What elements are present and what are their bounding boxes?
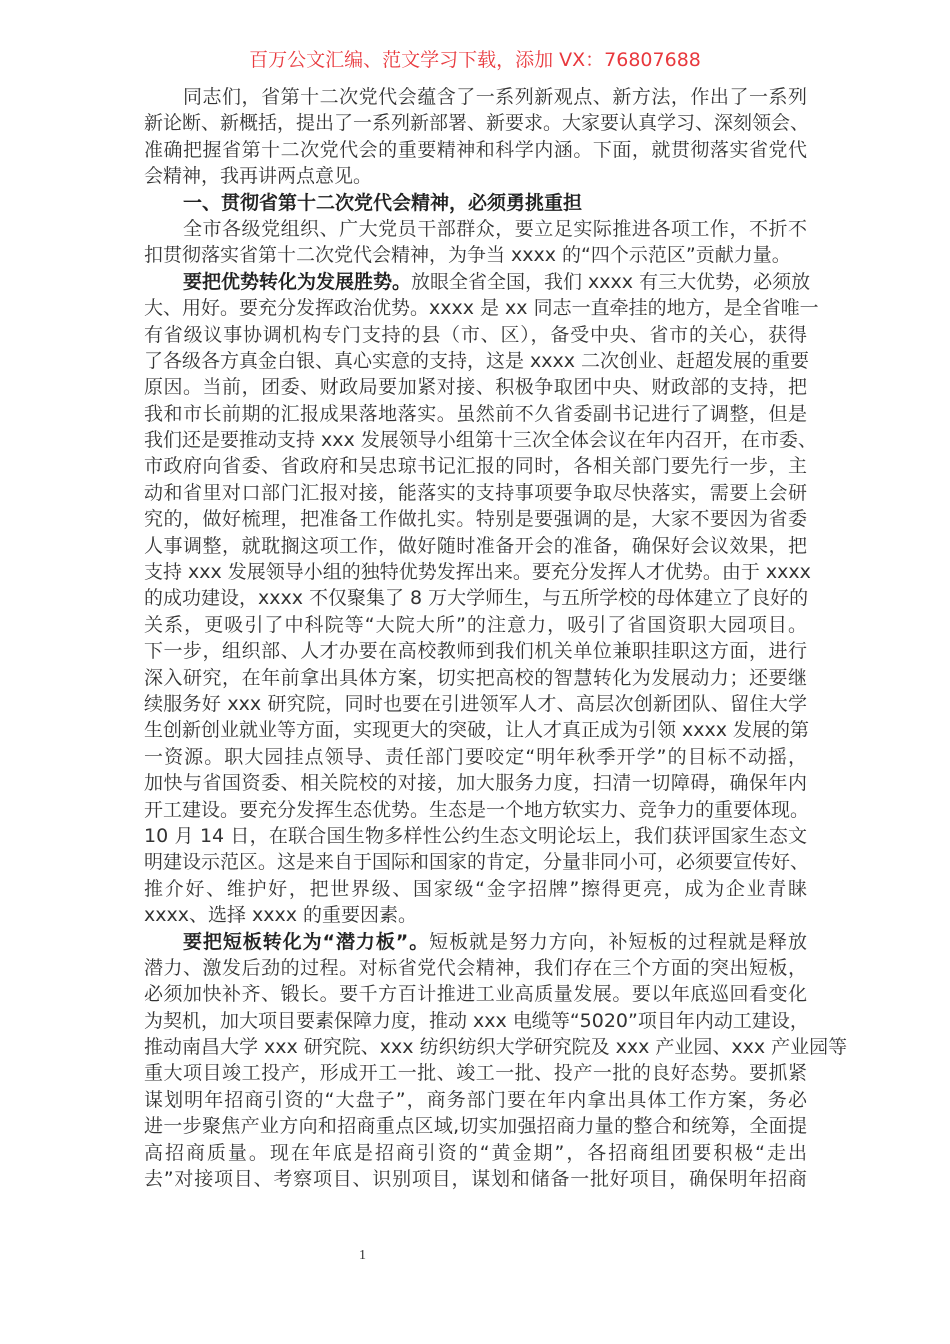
line-text: 关系，更吸引了中科院等“大院大所”的注意力，吸引了省国资职大园项目。 <box>144 613 807 636</box>
line-text: 进一步聚焦产业方向和招商重点区域,切实加强招商力量的整合和统筹，全面提 <box>144 1115 807 1138</box>
line-text: 放眼全省全国，我们 xxxx 有三大优势，必须放 <box>411 270 811 293</box>
line-text: 究的，做好梳理，把准备工作做扎实。特别是要强调的是，大家不要因为省委 <box>144 508 807 531</box>
line-text: 必须加快补齐、锻长。要千方百计推进工业高质量发展。要以年底巡回看变化 <box>144 983 807 1006</box>
bold-lead-sentence: 要把短板转化为“潜力板”。 <box>183 930 430 953</box>
line-text: 的成功建设，xxxx 不仅聚集了 8 万大学师生，与五所学校的母体建立了良好的 <box>144 587 809 610</box>
document-body <box>144 84 848 1192</box>
line-text: 生创新创业就业等方面，实现更大的突破，让人才真正成为引领 xxxx 发展的第 <box>144 719 810 742</box>
line-text: 动和省里对口部门汇报对接，能落实的支持事项要争取尽快落实，需要上会研 <box>144 481 807 504</box>
text-line <box>144 929 807 955</box>
text-line <box>144 1166 807 1192</box>
text-line <box>144 1008 807 1034</box>
line-text: 了各级各方真金白银、真心实意的支持，这是 xxxx 二次创业、赶超发展的重要 <box>144 349 810 372</box>
line-text: 我和市长前期的汇报成果落地落实。虽然前不久省委副书记进行了调整，但是 <box>144 402 807 425</box>
text-line <box>144 717 810 743</box>
bold-lead-sentence: 要把优势转化为发展胜势。 <box>183 270 412 293</box>
line-text: 一、贯彻省第十二次党代会精神，必须勇挑重担 <box>183 191 583 214</box>
text-line <box>144 427 817 453</box>
line-text: 短板就是努力方向，补短板的过程就是释放 <box>429 930 807 953</box>
text-line <box>144 797 810 823</box>
text-line <box>144 612 807 638</box>
text-line <box>144 322 807 348</box>
line-text: 加快与省国资委、相关院校的对接，加大服务力度，扫清一切障碍，确保年内 <box>144 772 807 795</box>
line-text: xxxx、选择 xxxx 的重要因素。 <box>144 904 418 927</box>
line-text: 开工建设。要充分发挥生态优势。生态是一个地方软实力、竞争力的重要体现。 <box>144 798 810 821</box>
line-text: 市政府向省委、省政府和吴忠琼书记汇报的同时，各相关部门要先行一步，主 <box>144 455 807 478</box>
text-line <box>144 295 819 321</box>
line-text: 明建设示范区。这是来自于国际和国家的肯定，分量非同小可，必须要宣传好、 <box>144 851 810 874</box>
paragraph <box>144 216 807 269</box>
text-line <box>144 163 807 189</box>
text-line <box>144 638 807 664</box>
text-line <box>144 1034 848 1060</box>
text-line <box>144 110 810 136</box>
text-line <box>144 506 807 532</box>
line-text: 人事调整，就耽搁这项工作，做好随时准备开会的准备，确保好会议效果，把 <box>144 534 807 557</box>
text-line <box>144 480 807 506</box>
line-text: 我们还是要推动支持 xxx 发展领导小组第十三次全体会议在年内召开，在市委、 <box>144 429 817 452</box>
text-line <box>144 1113 807 1139</box>
line-text: 会精神，我再讲两点意见。 <box>144 165 373 188</box>
line-text: 支持 xxx 发展领导小组的独特优势发挥出来。要充分发挥人才优势。由于 xxxx <box>144 561 811 584</box>
page-number: 1 <box>359 1248 366 1263</box>
text-line <box>144 348 810 374</box>
text-line <box>144 374 807 400</box>
line-text: 准确把握省第十二次党代会的重要精神和科学内涵。下面，就贯彻落实省党代 <box>144 138 807 161</box>
line-text: 大、用好。要充分发挥政治优势。xxxx 是 xx 同志一直牵挂的地方，是全省唯一 <box>144 297 819 320</box>
line-text: 新论断、新概括，提出了一系列新部署、新要求。大家要认真学习、深刻领会、 <box>144 112 810 135</box>
line-text: 原因。当前，团委、财政局要加紧对接、积极争取团中央、财政部的支持，把 <box>144 376 807 399</box>
text-line <box>144 453 807 479</box>
line-text: 扣贯彻落实省第十二次党代会精神，为争当 xxxx 的“四个示范区”贡献力量。 <box>144 244 791 267</box>
line-text: 10 月 14 日，在联合国生物多样性公约生态文明论坛上，我们获评国家生态文 <box>144 824 807 847</box>
text-line <box>144 242 807 268</box>
text-line <box>144 823 807 849</box>
line-text: 推动南昌大学 xxx 研究院、xxx 纺织纺织大学研究院及 xxx 产业园、xxx 产业园等 <box>144 1036 848 1059</box>
paragraph <box>144 269 819 929</box>
line-text: 一资源。职大园挂点领导、责任部门要咬定“明年秋季开学”的目标不动摇， <box>144 745 807 768</box>
section-heading <box>144 190 807 216</box>
text-line <box>144 876 807 902</box>
watermark-header: 百万公文汇编、范文学习下载，添加 VX：76807688 <box>249 49 701 71</box>
line-text: 重大项目竣工投产，形成开工一批、竣工一批、投产一批的良好态势。要抓紧 <box>144 1062 807 1085</box>
text-line <box>144 137 807 163</box>
line-text: 推介好、维护好，把世界级、国家级“金字招牌”擦得更亮，成为企业青睐 <box>144 877 807 900</box>
text-line <box>144 1060 807 1086</box>
line-text: 去”对接项目、考察项目、识别项目，谋划和储备一批好项目，确保明年招商 <box>144 1168 807 1191</box>
line-text: 谋划明年招商引资的“大盘子”，商务部门要在年内拿出具体工作方案，务必 <box>144 1088 807 1111</box>
line-text: 高招商质量。现在年底是招商引资的“黄金期”，各招商组团要积极“走出 <box>144 1141 807 1164</box>
text-line <box>144 84 807 110</box>
line-text: 为契机，加大项目要素保障力度，推动 xxx 电缆等“5020”项目年内动工建设， <box>144 1009 809 1032</box>
line-text: 全市各级党组织、广大党员干部群众，要立足实际推进各项工作，不折不 <box>183 217 807 240</box>
line-text: 续服务好 xxx 研究院，同时也要在引进领军人才、高层次创新团队、留住大学 <box>144 692 807 715</box>
paragraph <box>144 929 848 1193</box>
paragraph <box>144 84 810 190</box>
line-text: 深入研究，在年前拿出具体方案，切实把高校的智慧转化为发展动力；还要继 <box>144 666 807 689</box>
text-line <box>144 902 807 928</box>
line-text: 有省级议事协调机构专门支持的县（市、区），备受中央、省市的关心，获得 <box>144 323 807 346</box>
text-line <box>144 585 807 611</box>
text-line <box>144 691 807 717</box>
text-line <box>144 559 811 585</box>
text-line <box>144 665 807 691</box>
text-line <box>144 744 807 770</box>
text-line <box>144 981 807 1007</box>
text-line <box>144 533 807 559</box>
text-line <box>144 1140 807 1166</box>
line-text: 潜力、激发后劲的过程。对标省党代会精神，我们存在三个方面的突出短板， <box>144 956 807 979</box>
text-line <box>144 269 811 295</box>
text-line <box>144 1087 807 1113</box>
text-line <box>144 216 807 242</box>
text-line <box>144 849 810 875</box>
text-line <box>144 401 807 427</box>
text-line <box>144 770 807 796</box>
line-text: 下一步，组织部、人才办要在高校教师到我们机关单位兼职挂职这方面，进行 <box>144 640 807 663</box>
text-line <box>144 955 807 981</box>
text-line <box>144 190 807 216</box>
line-text: 同志们，省第十二次党代会蕴含了一系列新观点、新方法，作出了一系列 <box>183 86 807 108</box>
